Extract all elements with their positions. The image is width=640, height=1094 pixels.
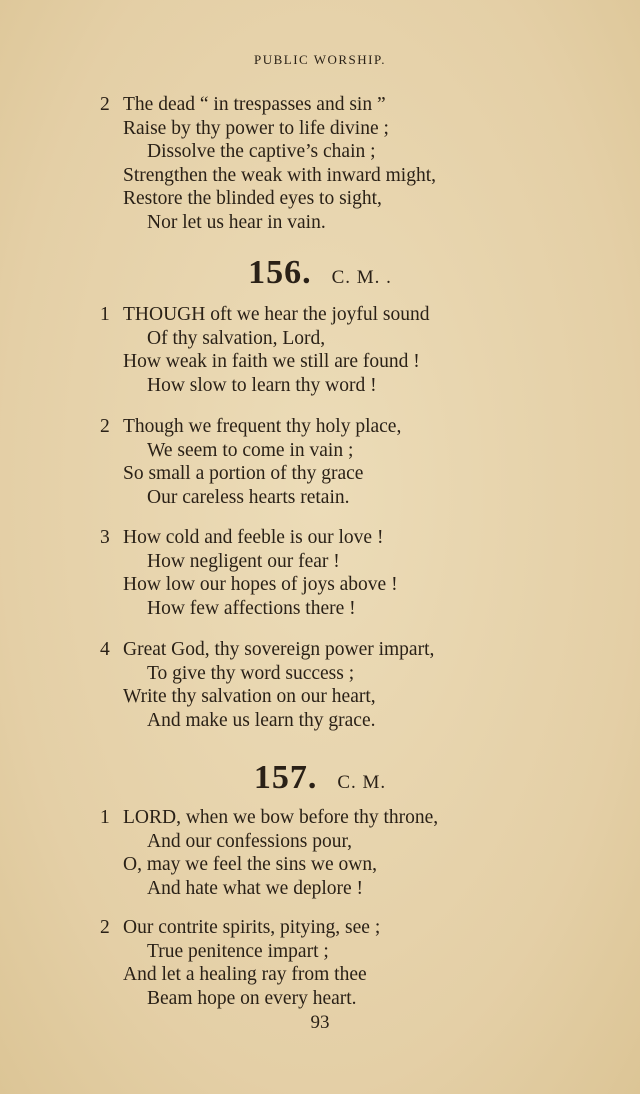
verse-number: 2	[100, 416, 110, 437]
verse-line: Raise by thy power to life divine ;	[123, 117, 389, 139]
hymn-157-verse-2	[0, 916, 640, 1010]
hymn-156-verse-3	[0, 526, 640, 620]
verse-line: How weak in faith we still are found !	[123, 351, 420, 372]
verse-line: We seem to come in vain ;	[147, 439, 354, 461]
verse-number: 1	[100, 807, 110, 828]
verse-number: 2	[100, 94, 110, 115]
verse-number: 1	[100, 304, 110, 325]
hymn-156-verse-4	[0, 638, 640, 732]
hymn-title-156	[0, 254, 640, 292]
verse-line: 2 Though we frequent thy holy place,	[100, 416, 402, 437]
verse-line: Restore the blinded eyes to sight,	[123, 188, 382, 209]
continuation-verse	[0, 93, 640, 234]
verse-line: Our careless hearts retain.	[147, 486, 350, 508]
hymn-meter: C. M. .	[331, 267, 392, 288]
verse-line: And our confessions pour,	[147, 830, 353, 852]
verse-line: 1 LORD, when we bow before thy throne,	[100, 807, 439, 828]
verse-line: True penitence impart ;	[147, 940, 329, 962]
verse-line: 1 THOUGH oft we hear the joyful sound	[100, 304, 430, 325]
verse-line: How negligent our fear !	[147, 550, 340, 572]
verse-line: To give thy word success ;	[147, 662, 355, 684]
hymn-meter: C. M.	[337, 772, 387, 793]
verse-line: 2 Our contrite spirits, pitying, see ;	[100, 917, 381, 938]
verse-line: And let a healing ray from thee	[123, 964, 367, 985]
hymn-156-verse-1	[0, 303, 640, 397]
verse-number: 4	[100, 639, 110, 660]
verse-line: How slow to learn thy word !	[147, 374, 377, 396]
running-header: PUBLIC WORSHIP.	[253, 52, 387, 67]
verse-line: So small a portion of thy grace	[123, 463, 364, 484]
verse-number: 2	[100, 917, 110, 938]
verse-line: Of thy salvation, Lord,	[147, 327, 326, 349]
verse-line: Nor let us hear in vain.	[147, 211, 326, 233]
verse-line: Dissolve the captive’s chain ;	[147, 141, 376, 162]
page-number: 93	[310, 1012, 330, 1033]
verse-number: 3	[100, 527, 110, 548]
verse-line: O, may we feel the sins we own,	[123, 854, 377, 875]
verse-line: 2 The dead “ in trespasses and sin ”	[100, 94, 386, 115]
verse-line: Strengthen the weak with inward might,	[123, 164, 437, 186]
verse-line: 3 How cold and feeble is our love !	[100, 527, 384, 548]
verse-line: 4 Great God, thy sovereign power impart,	[100, 639, 435, 660]
hymn-number: 156.	[248, 254, 312, 291]
hymn-number: 157.	[253, 759, 318, 796]
verse-line: How low our hopes of joys above !	[123, 574, 398, 595]
verse-line: How few affections there !	[147, 597, 356, 619]
verse-line: And hate what we deplore !	[147, 877, 364, 899]
verse-line: Write thy salvation on our heart,	[123, 686, 376, 707]
hymn-157-verse-1	[0, 806, 640, 900]
verse-line: Beam hope on every heart.	[147, 987, 357, 1009]
hymn-156-verse-2	[0, 415, 640, 509]
hymn-title-157	[0, 759, 640, 797]
verse-line: And make us learn thy grace.	[147, 709, 376, 731]
